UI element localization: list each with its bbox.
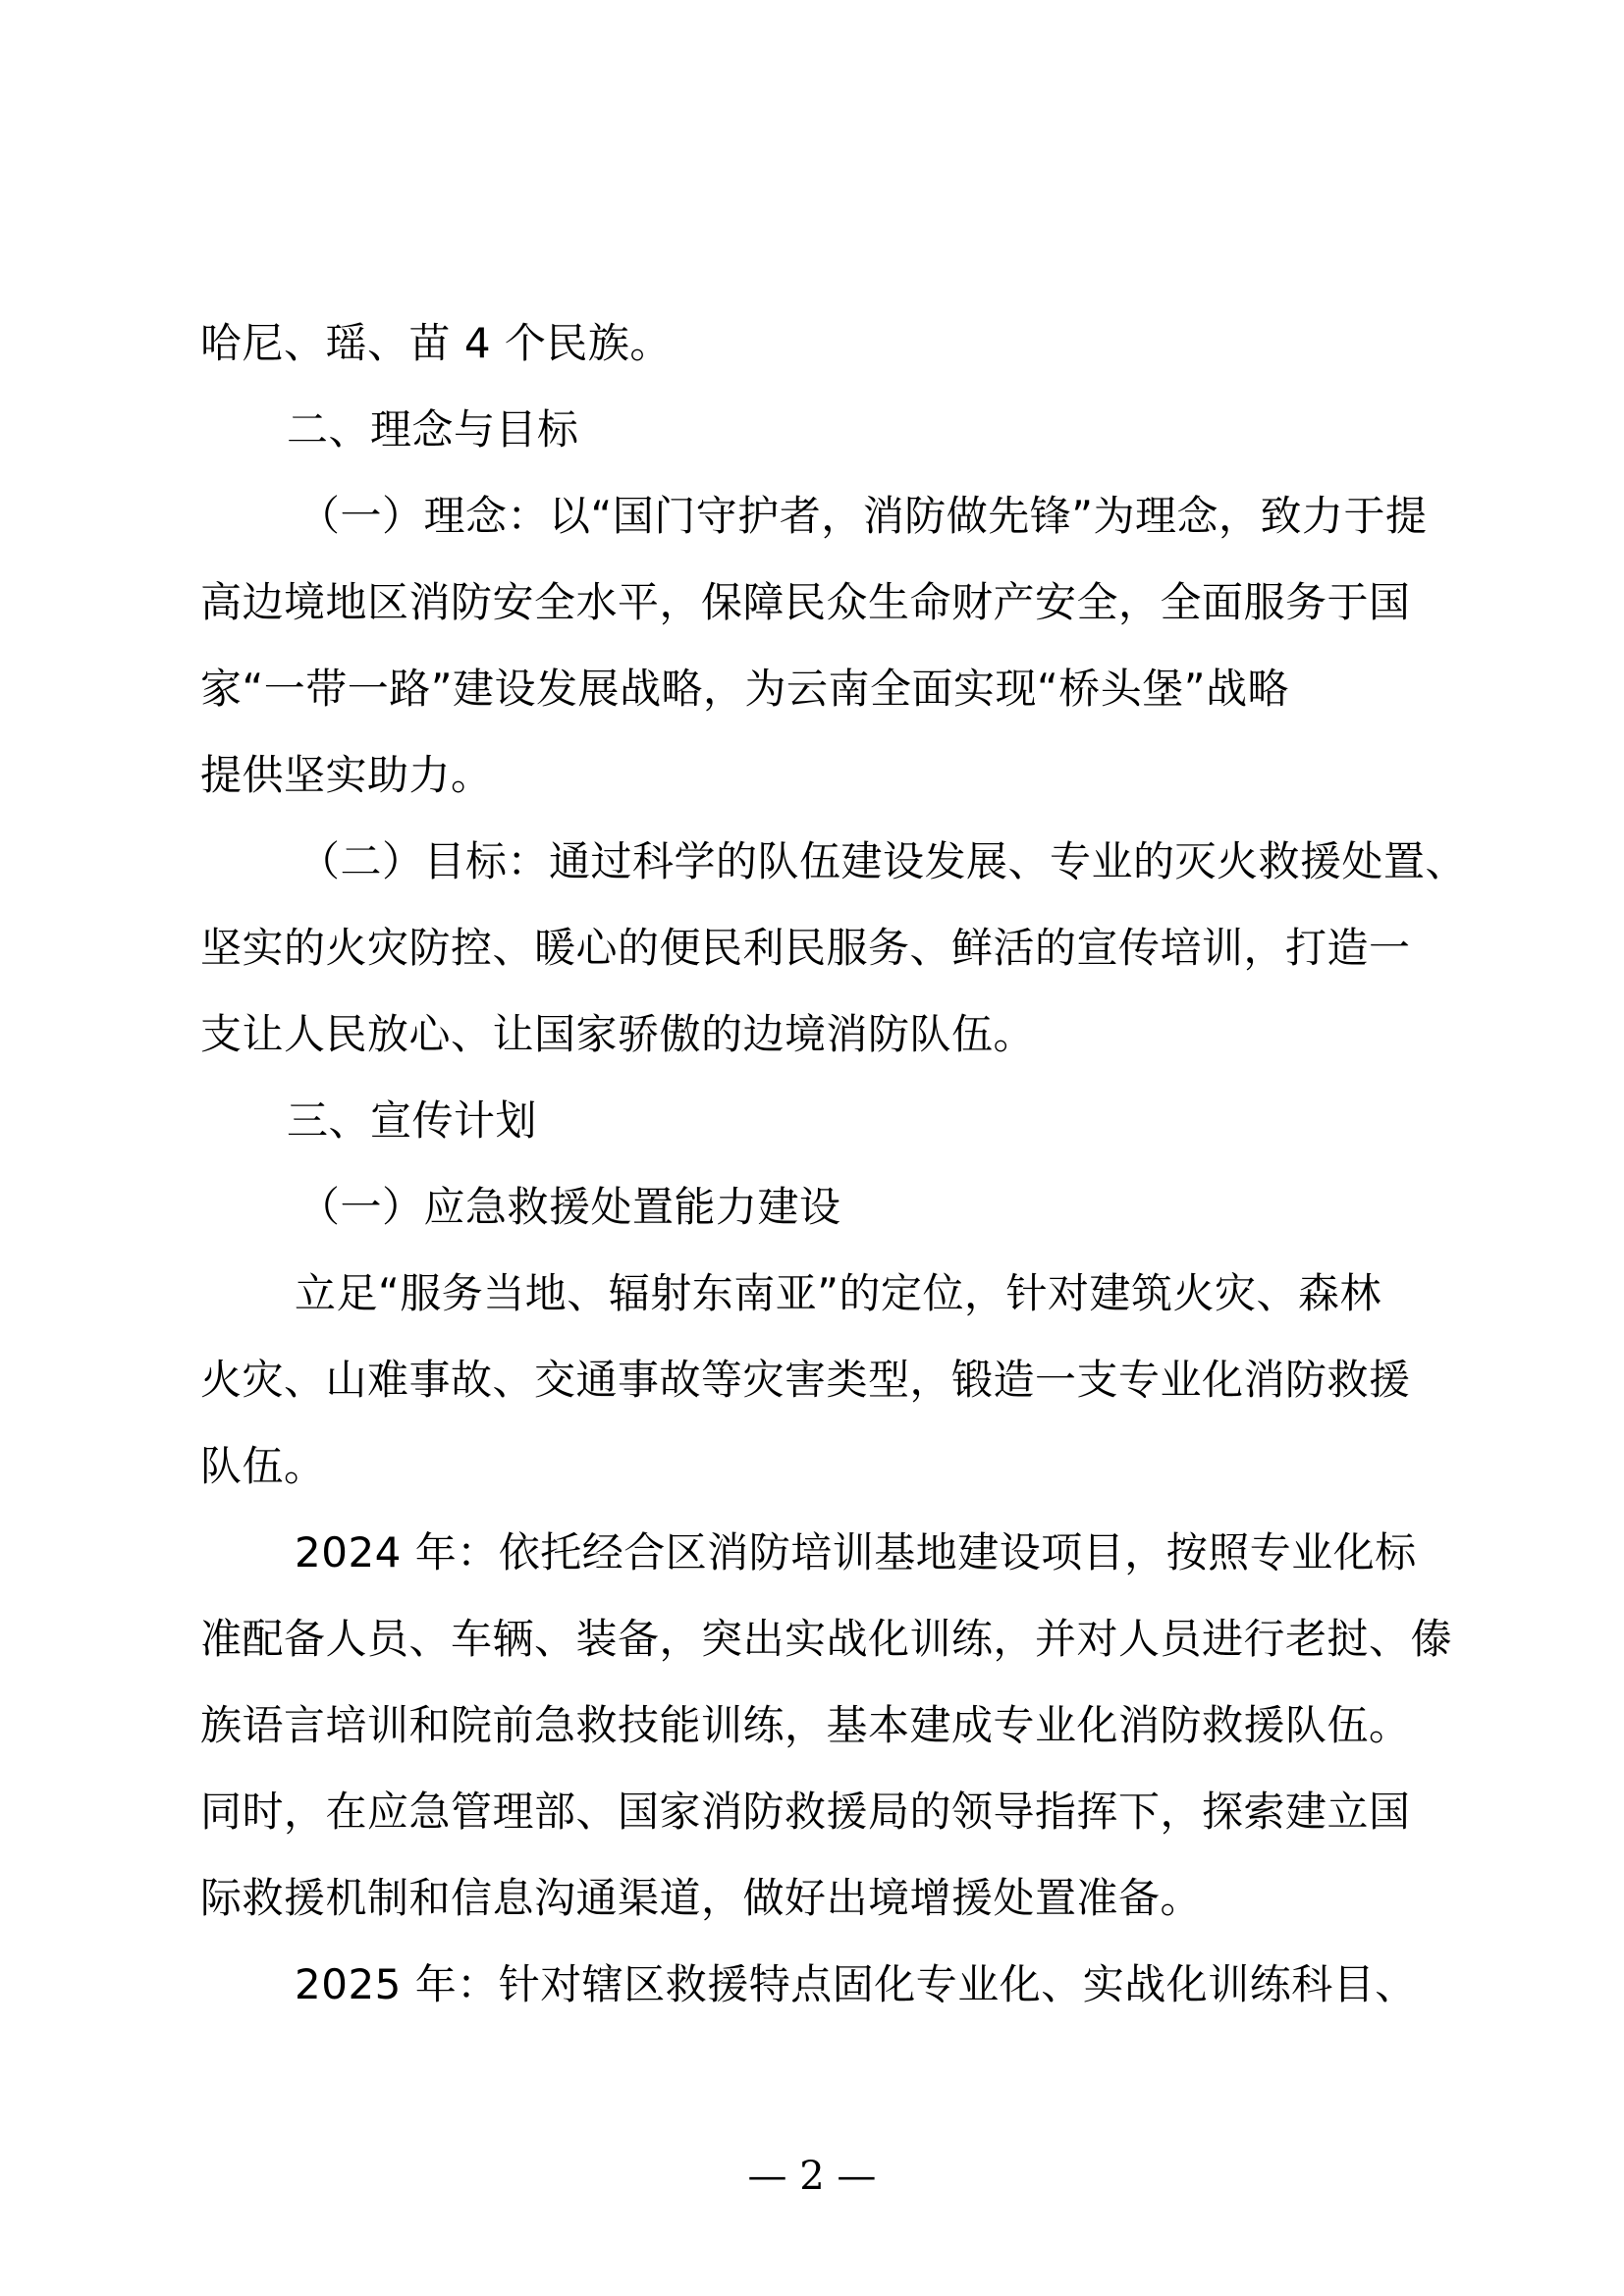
subsection-heading: （一）应急救援处置能力建设 (298, 1183, 841, 1231)
page-number: — 2 — (747, 2154, 877, 2199)
section-heading: 二、理念与目标 (287, 405, 579, 454)
text-line: 哈尼、瑶、苗 4 个民族。 (200, 319, 672, 367)
text-line: 队伍。 (200, 1442, 326, 1490)
paragraph-line: 2025 年：针对辖区救援特点固化专业化、实战化训练科目、 (295, 1960, 1417, 2008)
text-line: 准配备人员、车辆、装备，突出实战化训练，并对人员进行老挝、傣 (200, 1615, 1453, 1663)
text-line: 际救援机制和信息沟通渠道，做好出境增援处置准备。 (200, 1874, 1203, 1922)
paragraph-line: 立足“服务当地、辐射东南亚”的定位，针对建筑火灾、森林 (295, 1269, 1382, 1317)
section-heading: 三、宣传计划 (287, 1096, 538, 1145)
text-line: 火灾、山难事故、交通事故等灾害类型，锻造一支专业化消防救援 (200, 1356, 1411, 1404)
subsection-line: （一）理念：以“国门守护者，消防做先锋”为理念，致力于提 (298, 492, 1428, 540)
paragraph-line: 2024 年：依托经合区消防培训基地建设项目，按照专业化标 (295, 1528, 1417, 1576)
text-line: 坚实的火灾防控、暖心的便民利民服务、鲜活的宣传培训，打造一 (200, 924, 1411, 972)
text-line: 家“一带一路”建设发展战略，为云南全面实现“桥头堡”战略 (200, 665, 1290, 713)
text-line: 高边境地区消防安全水平，保障民众生命财产安全，全面服务于国 (200, 578, 1411, 626)
text-line: 族语言培训和院前急救技能训练，基本建成专业化消防救援队伍。 (200, 1701, 1411, 1749)
text-line: 提供坚实助力。 (200, 751, 493, 799)
text-line: 同时，在应急管理部、国家消防救援局的领导指挥下，探索建立国 (200, 1788, 1411, 1836)
subsection-line: （二）目标：通过科学的队伍建设发展、专业的灭火救援处置、 (298, 837, 1468, 885)
document-body (200, 300, 1468, 2028)
text-line: 支让人民放心、让国家骄傲的边境消防队伍。 (200, 1010, 1036, 1058)
